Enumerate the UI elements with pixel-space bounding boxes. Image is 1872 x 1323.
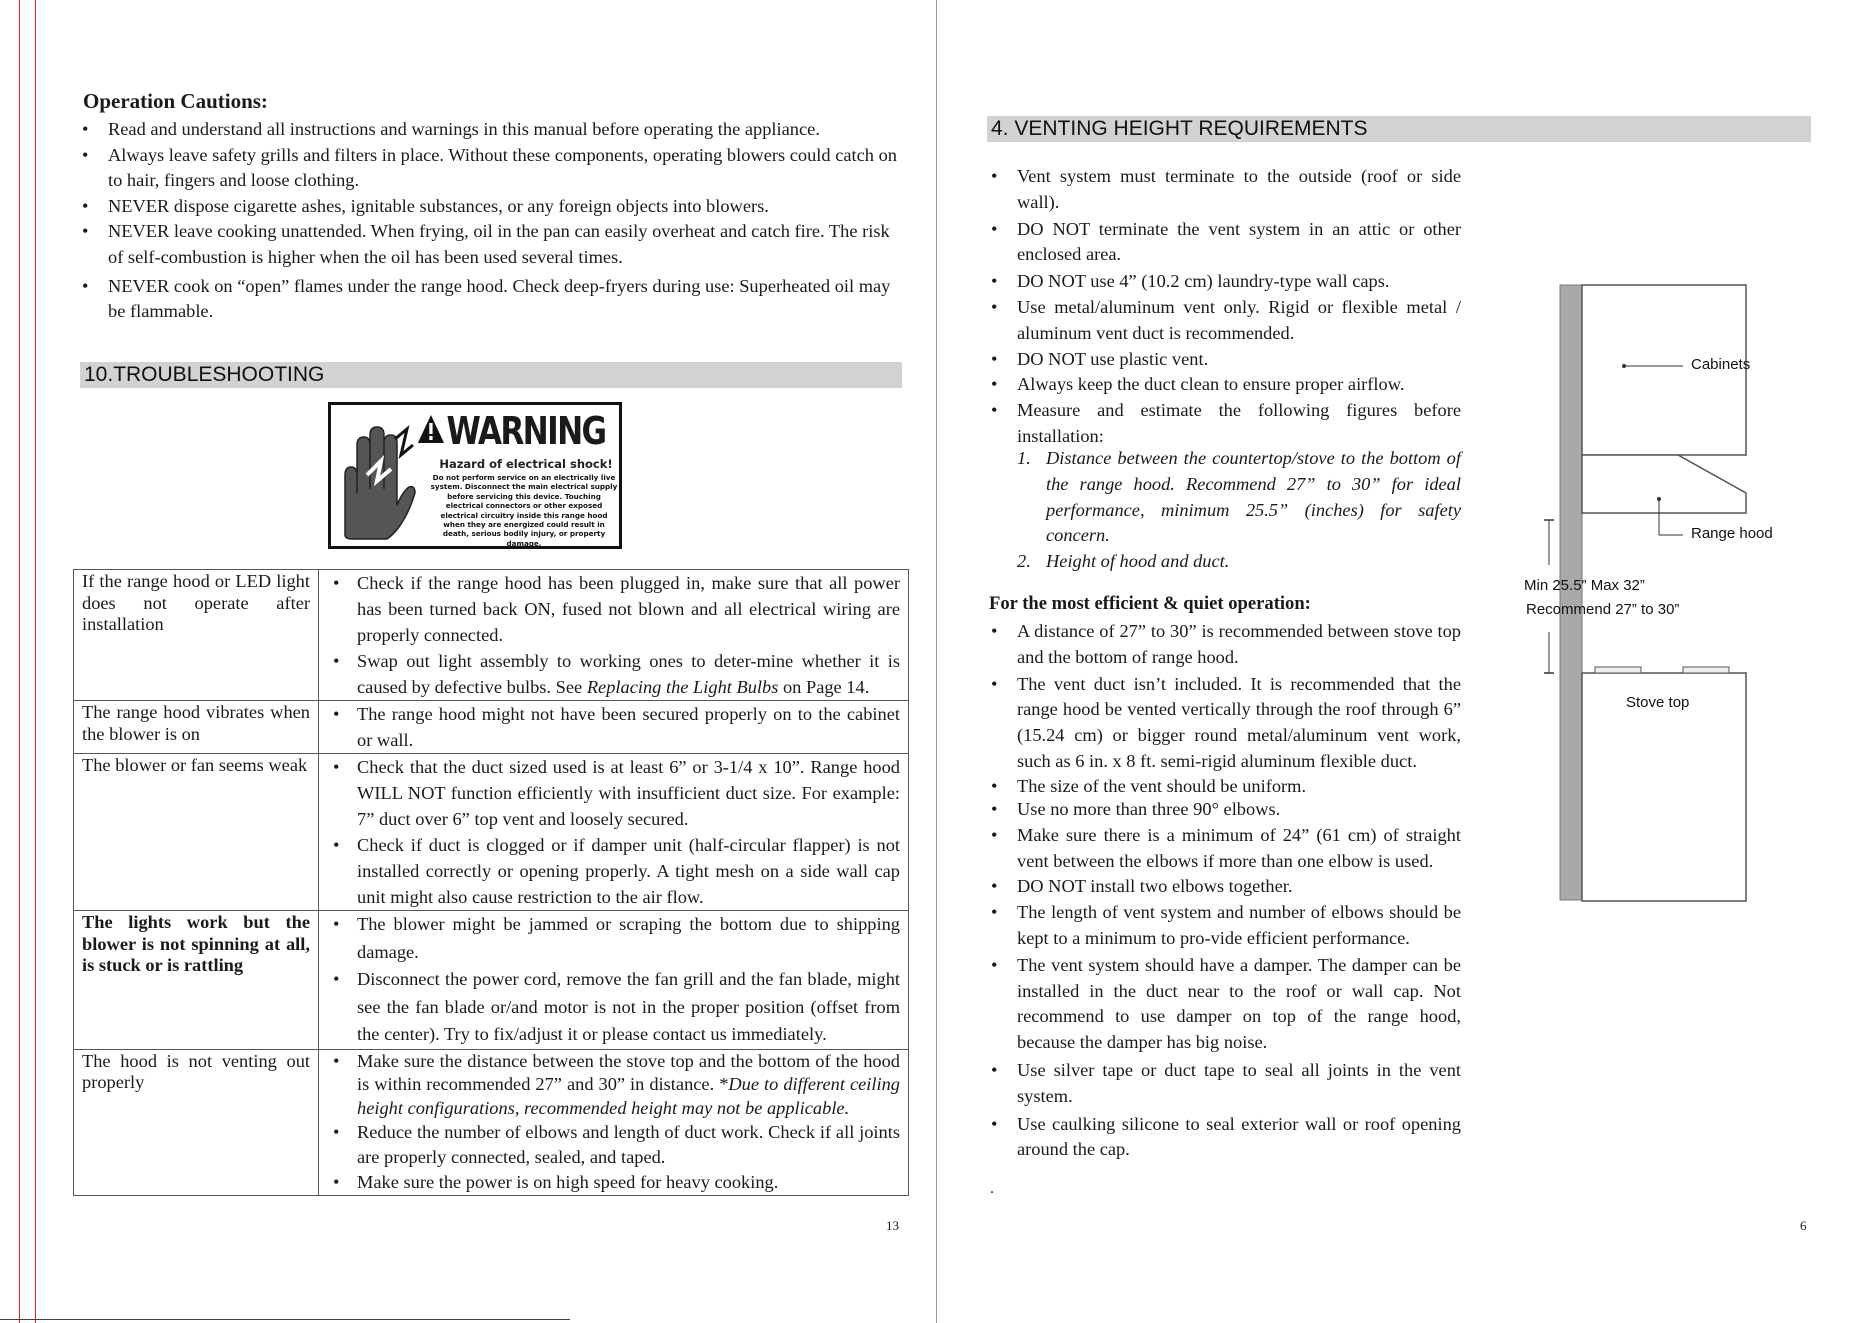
list-item: • NEVER cook on “open” flames under the range hood. Check deep-fryers during use: Superheated oil may be flammable.: [80, 274, 900, 325]
stray-mark: .: [990, 1180, 994, 1197]
list-item: • DO NOT terminate the vent system in an attic or other enclosed area.: [989, 217, 1461, 269]
table-row: [74, 754, 909, 911]
solution-cell: [319, 570, 909, 701]
section-title: 10.TROUBLESHOOTING: [80, 362, 902, 388]
list-item: • Read and understand all instructions and warnings in this manual before operating the appliance.: [80, 117, 900, 143]
list-item: • Use silver tape or duct tape to seal all joints in the vent system.: [989, 1058, 1461, 1110]
list-item: • Always leave safety grills and filters in place. Without these components, operating blowers could catch on to hair, fingers and loose clothing.: [80, 143, 900, 194]
recommend-label: Recommend 27” to 30”: [1526, 601, 1680, 618]
page-number: 13: [886, 1218, 899, 1233]
list-item: • Swap out light assembly to working ones to deter-mine whether it is caused by defective bulbs. See Replacing the Light Bulbs on Page 14.: [327, 648, 900, 700]
solution-cell: [319, 701, 909, 754]
list-item: • Use no more than three 90° elbows.: [989, 798, 1461, 821]
list-item: • Make sure the distance between the stove top and the bottom of the hood is within recommended 27” and 30” in distance. *Due to different ceiling height configurations, recommended height may not be applicable.: [327, 1050, 900, 1121]
list-item: • Make sure the power is on high speed for heavy cooking.: [327, 1170, 900, 1195]
min-max-label: Min 25.5” Max 32”: [1524, 577, 1645, 594]
bottom-rule: [0, 1319, 570, 1320]
list-item: • Use metal/aluminum vent only. Rigid or flexible metal / aluminum vent duct is recommended.: [989, 295, 1461, 347]
efficiency-list: [989, 619, 1461, 1163]
list-item: • DO NOT use plastic vent.: [989, 347, 1461, 373]
troubleshooting-table: [73, 569, 909, 1196]
problem-cell: If the range hood or LED light does not operate after installation: [74, 570, 319, 701]
list-item: • Make sure there is a minimum of 24” (61 cm) of straight vent between the elbows if more than one elbow is used.: [989, 823, 1461, 875]
list-item: • Measure and estimate the following figures before installation:: [989, 398, 1461, 450]
section-title: 4. VENTING HEIGHT REQUIREMENTS: [987, 116, 1811, 142]
diagram-drawing: [1500, 275, 1800, 915]
list-item: • A distance of 27” to 30” is recommended between stove top and the bottom of range hood.: [989, 619, 1461, 671]
table-row: [74, 911, 909, 1050]
warning-triangle-icon: [417, 414, 445, 444]
venting-list: [989, 164, 1461, 450]
list-item: • The length of vent system and number of elbows should be kept to a minimum to pro-vide efficient performance.: [989, 900, 1461, 952]
list-item: • NEVER leave cooking unattended. When frying, oil in the pan can easily overheat and catch fire. The risk of self-combustion is higher when the oil has been used several times.: [80, 219, 900, 270]
warning-sign: [328, 402, 622, 549]
problem-cell: The range hood vibrates when the blower is on: [74, 701, 319, 754]
problem-cell: The blower or fan seems weak: [74, 754, 319, 911]
list-item: • Check if the range hood has been plugged in, make sure that all power has been turned back ON, fused not blown and all electrical wiring are properly connected.: [327, 570, 900, 648]
list-item: • Vent system must terminate to the outside (roof or side wall).: [989, 164, 1461, 216]
table-row: [74, 570, 909, 701]
cautions-heading: Operation Cautions:: [83, 89, 268, 113]
cabinets-label: Cabinets: [1691, 356, 1751, 373]
warning-title-text: WARNING: [446, 409, 606, 453]
list-item: 1. Distance between the countertop/stove to the bottom of the range hood. Recommend 27” to 30” for ideal performance, minimum 25.5” (inches) for safety concern.: [1017, 448, 1461, 546]
warning-subtitle: Hazard of electrical shock!: [439, 457, 613, 471]
page-number: 6: [1800, 1218, 1807, 1233]
list-item: • The size of the vent should be uniform.: [989, 775, 1461, 798]
electric-shock-hand-icon: [337, 415, 417, 541]
sub-heading: For the most efficient & quiet operation:: [989, 593, 1311, 614]
problem-cell: The lights work but the blower is not spinning at all, is stuck or is rattling: [74, 911, 319, 1050]
range-hood-label: Range hood: [1691, 525, 1773, 542]
numbered-list: [989, 446, 1461, 575]
warning-body: Do not perform service on an electrically live system. Disconnect the main electrical supply before servicing this device. Touching electrical connectors or other exposed electrical circuitry inside this range hood when they are energized could result in death, serious bodily injury, or property damage.: [430, 473, 618, 548]
warning-title: [417, 409, 606, 453]
list-item: • Use caulking silicone to seal exterior wall or roof opening around the cap.: [989, 1112, 1461, 1164]
margin-line: [19, 0, 20, 1323]
list-item: • Disconnect the power cord, remove the fan grill and the fan blade, might see the fan blade or/and motor is not in the proper position (offset from the center). Try to fix/adjust it or please contact us immediately.: [327, 966, 900, 1049]
table-row: [74, 701, 909, 754]
list-item: 2. Height of hood and duct.: [1017, 551, 1230, 572]
installation-diagram: [1500, 275, 1800, 915]
list-item: • DO NOT install two elbows together.: [989, 874, 1461, 900]
cautions-list: [80, 117, 900, 325]
list-item: • The vent system should have a damper. The damper can be installed in the duct near to the roof or wall cap. Not recommend to use damper on top of the range hood, because the damper has big noise.: [989, 953, 1461, 1056]
stove-top-label: Stove top: [1626, 694, 1690, 711]
problem-cell: The hood is not venting out properly: [74, 1049, 319, 1196]
margin-line: [35, 0, 36, 1323]
solution-cell: [319, 754, 909, 911]
list-item: • The vent duct isn’t included. It is recommended that the range hood be vented vertically through the roof through 6” (15.24 cm) or bigger round metal/aluminum vent work, such as 6 in. x 8 ft. semi-rigid aluminum flexible duct.: [989, 672, 1461, 775]
list-item: • The range hood might not have been secured properly on to the cabinet or wall.: [327, 701, 900, 753]
list-item: • Check that the duct sized used is at least 6” or 3-1/4 x 10”. Range hood WILL NOT function efficiently with insufficient duct size. For example: 7” duct over 6” top vent and loosely secured.: [327, 754, 900, 832]
list-item: • DO NOT use 4” (10.2 cm) laundry-type wall caps.: [989, 269, 1461, 295]
list-item: • NEVER dispose cigarette ashes, ignitable substances, or any foreign objects into blowers.: [80, 194, 900, 220]
list-item: • The blower might be jammed or scraping the bottom due to shipping damage.: [327, 911, 900, 966]
list-item: • Check if duct is clogged or if damper unit (half-circular flapper) is not installed correctly or opening properly. A tight mesh on a side wall cap unit might also cause restriction to the air flow.: [327, 832, 900, 910]
table-row: [74, 1049, 909, 1196]
solution-cell: [319, 1049, 909, 1196]
solution-cell: [319, 911, 909, 1050]
list-item: • Always keep the duct clean to ensure proper airflow.: [989, 372, 1461, 398]
list-item: • Reduce the number of elbows and length of duct work. Check if all joints are properly connected, sealed, and taped.: [327, 1120, 900, 1170]
